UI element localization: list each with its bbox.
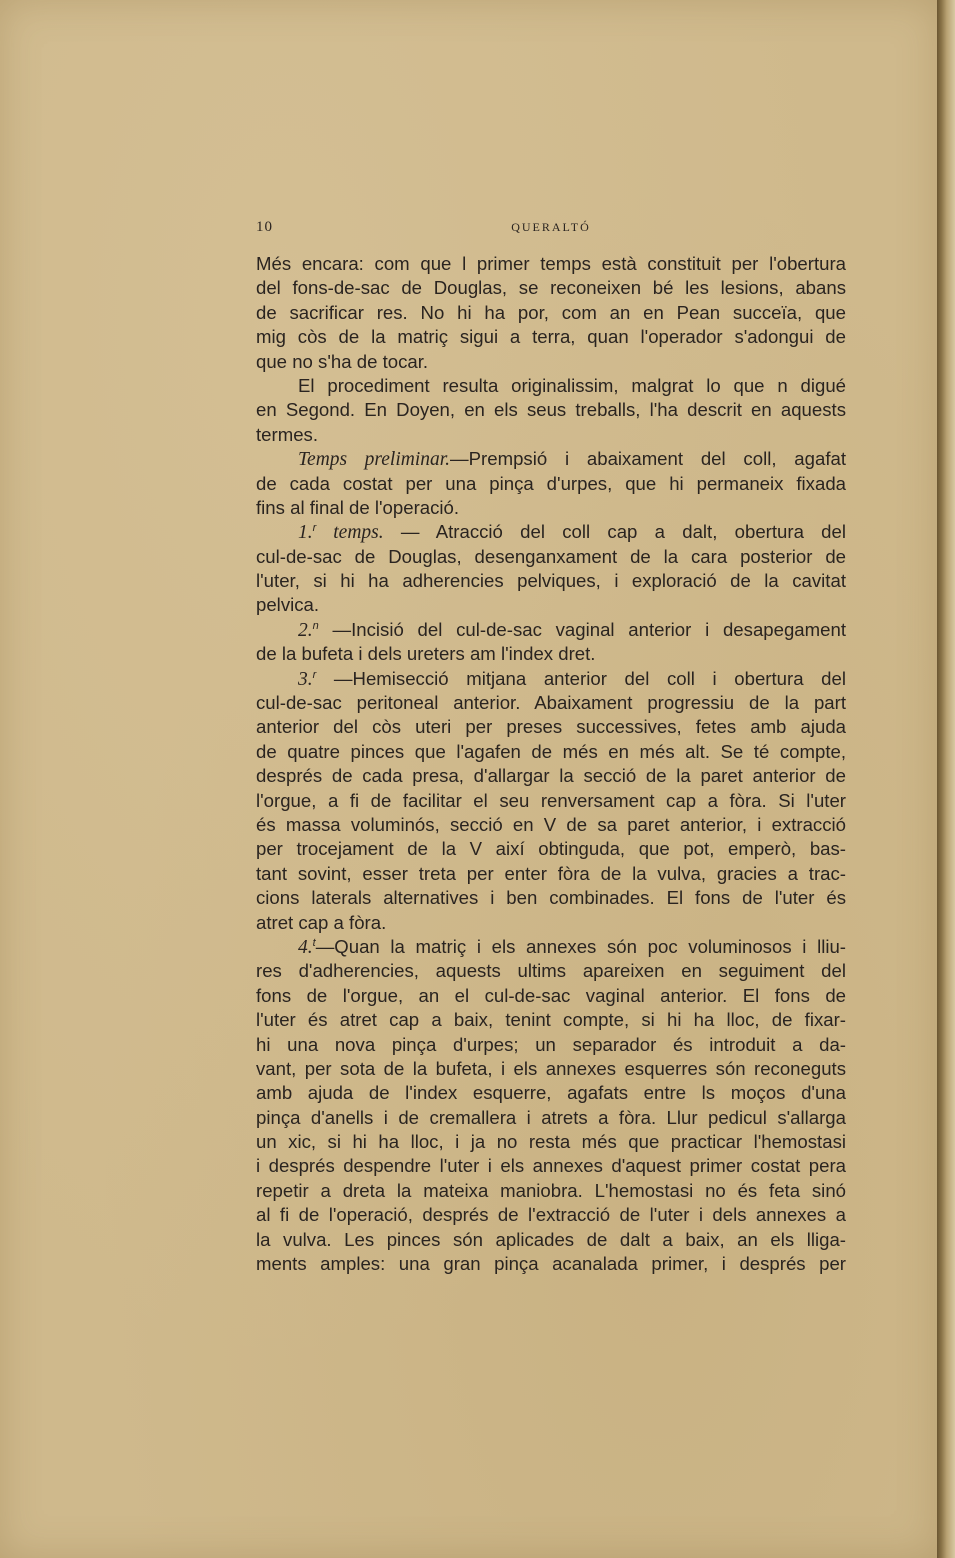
text-line: [256, 667, 846, 691]
text-line: [256, 593, 846, 617]
text-run: de quatre pinces que l'agafen de més en més alt. Se té compte,: [256, 740, 846, 762]
text-line: [256, 984, 846, 1008]
text-line: [256, 642, 846, 666]
text-run: tant sovint, esser treta per enter fòra de la vulva, gracies a trac-: [256, 862, 846, 884]
text-run: cions laterals alternatives i ben combinades. El fons de l'uter és: [256, 887, 846, 909]
text-line: [256, 911, 846, 935]
ordinal-suffix: r: [312, 522, 317, 535]
text-run: un xic, si hi ha lloc, i ja no resta més que practicar l'hemostasi: [256, 1131, 846, 1153]
text-line: [256, 1057, 846, 1081]
text-run: —Prempsió i abaixament del coll, agafat: [450, 448, 846, 470]
italic-run: 2.: [298, 619, 313, 641]
italic-run: 1.: [298, 522, 313, 544]
text-run: hi una nova pinça d'urpes; un separador és introduit a da-: [256, 1033, 846, 1055]
text-line: [256, 1154, 846, 1178]
text-line: [256, 301, 846, 325]
running-head: QUERALTÓ: [511, 220, 591, 234]
text-line: [256, 789, 846, 813]
text-run: la vulva. Les pinces són aplicades de dalt a baix, an els lliga-: [256, 1228, 846, 1250]
text-run: que no s'ha de tocar.: [256, 350, 429, 372]
text-run: mig còs de la matriç sigui a terra, quan l'operador s'adongui de: [256, 326, 846, 348]
text-run: Més encara: com que l primer temps està constituit per l'obertura: [256, 253, 846, 274]
page-number: 10: [256, 219, 273, 235]
text-run: El procediment resulta originalissim, malgrat lo que n digué: [298, 374, 846, 396]
page-header: [256, 219, 846, 241]
text-run: i després despendre l'uter i els annexes d'aquest primer costat pera: [256, 1155, 846, 1177]
italic-run: 4.: [298, 936, 313, 958]
text-line: [256, 691, 846, 715]
text-line: [256, 398, 846, 422]
ordinal-suffix: t: [312, 936, 316, 949]
text-run: cul-de-sac peritoneal anterior. Abaixament progressiu de la part: [256, 692, 846, 714]
italic-run: 3.: [298, 668, 313, 690]
text-line: [256, 740, 846, 764]
text-run: atret cap a fòra.: [256, 911, 387, 933]
text-line: [256, 374, 846, 398]
text-line: [256, 837, 846, 861]
text-line: [256, 886, 846, 910]
text-line: [256, 325, 846, 349]
text-line: [256, 276, 846, 300]
ordinal-suffix: n: [312, 619, 319, 632]
text-line: [256, 252, 846, 276]
text-line: [256, 764, 846, 788]
text-line: [256, 496, 846, 520]
text-line: [256, 715, 846, 739]
text-line: [256, 1106, 846, 1130]
text-run: l'uter és atret cap a baix, tenint compte, si hi ha lloc, de fixar-: [256, 1009, 846, 1031]
text-run: —Incisió del cul-de-sac vaginal anterior i desapegament: [318, 618, 846, 640]
text-line: [256, 1033, 846, 1057]
text-line: [256, 1228, 846, 1252]
text-run: del fons-de-sac de Douglas, se reconeixen bé les lesions, abans: [256, 277, 846, 299]
italic-run: temps.: [316, 522, 384, 544]
text-line: [256, 862, 846, 886]
text-line: [256, 423, 846, 447]
text-line: [256, 545, 846, 569]
text-run: res d'adherencies, aquests ultims apareixen en seguiment del: [256, 960, 846, 982]
text-run: després de cada presa, d'allargar la secció de la paret anterior de: [256, 765, 846, 787]
text-line: [256, 1203, 846, 1227]
text-run: —Hemisecció mitjana anterior del coll i obertura del: [316, 667, 846, 689]
text-run: —Quan la matriç i els annexes són poc voluminosos i lliu-: [315, 935, 846, 957]
text-run: termes.: [256, 423, 318, 445]
text-line: [256, 472, 846, 496]
text-run: per trocejament de la V així obtinguda, que pot, emperò, bas-: [256, 838, 846, 860]
text-run: vant, per sota de la bufeta, i els annexes esquerres són reconeguts: [256, 1057, 846, 1079]
text-run: de sacrificar res. No hi ha por, com an en Pean succeïa, que: [256, 301, 846, 323]
page-edge: [937, 0, 955, 1558]
text-line: [256, 1252, 846, 1276]
text-run: l'uter, si hi ha adherencies pelviques, i exploració de la cavitat: [256, 570, 846, 592]
text-run: cul-de-sac de Douglas, desenganxament de la cara posterior de: [256, 545, 846, 567]
text-run: fins al final de l'operació.: [256, 496, 460, 518]
text-line: [256, 350, 846, 374]
text-run: ments amples: una gran pinça acanalada primer, i després per: [256, 1253, 846, 1275]
italic-run: Temps preliminar.: [298, 449, 451, 471]
text-run: és massa voluminós, secció en V de sa paret anterior, i extracció: [256, 813, 846, 835]
text-line: [256, 1130, 846, 1154]
body-text: [256, 252, 846, 1276]
text-line: [256, 618, 846, 642]
text-line: [256, 935, 846, 959]
text-run: pelvica.: [256, 594, 320, 616]
text-line: [256, 569, 846, 593]
text-run: de la bufeta i dels ureters am l'index dret.: [256, 643, 596, 665]
text-run: repetir a dreta la mateixa maniobra. L'hemostasi no és feta sinó: [256, 1179, 846, 1201]
text-line: [256, 813, 846, 837]
text-line: [256, 520, 846, 544]
text-run: anterior del còs uteri per preses successives, fetes amb ajuda: [256, 716, 846, 738]
text-line: [256, 447, 846, 471]
text-line: [256, 1008, 846, 1032]
text-run: amb ajuda de l'index esquerre, agafats entre ls moços d'una: [256, 1082, 846, 1104]
text-run: fons de l'orgue, an el cul-de-sac vaginal anterior. El fons de: [256, 984, 846, 1006]
text-line: [256, 959, 846, 983]
text-run: de cada costat per una pinça d'urpes, que hi permaneix fixada: [256, 472, 846, 494]
ordinal-suffix: r: [312, 668, 317, 681]
text-run: al fi de l'operació, després de l'extracció de l'uter i dels annexes a: [256, 1204, 846, 1226]
text-line: [256, 1179, 846, 1203]
text-run: en Segond. En Doyen, en els seus treballs, l'ha descrit en aquests: [256, 399, 846, 421]
text-line: [256, 1081, 846, 1105]
text-run: pinça d'anells i de cremallera i atrets a fòra. Llur pedicul s'allarga: [256, 1106, 846, 1128]
text-run: — Atracció del coll cap a dalt, obertura del: [383, 521, 846, 543]
text-run: l'orgue, a fi de facilitar el seu renversament cap a fòra. Si l'uter: [256, 789, 846, 811]
